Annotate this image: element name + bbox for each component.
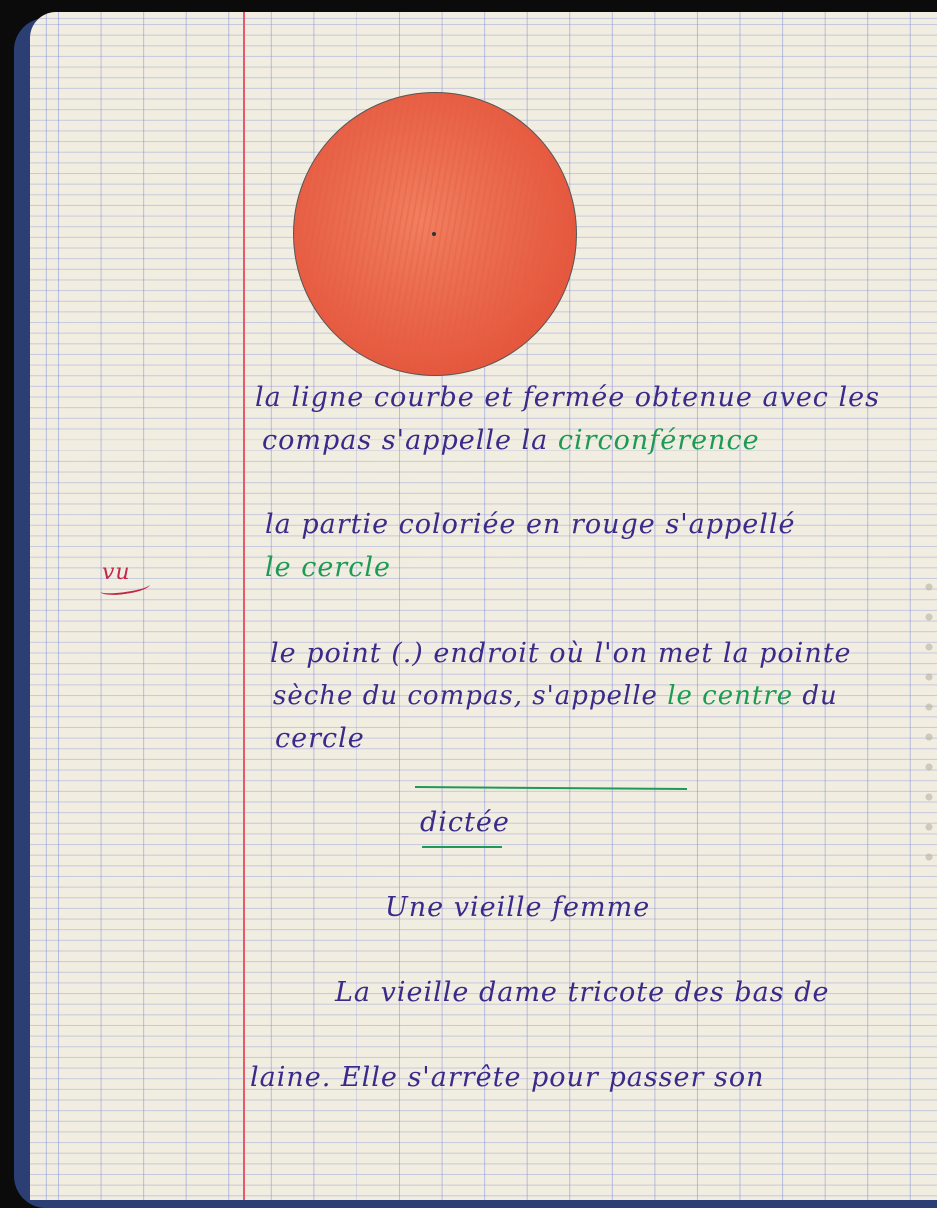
dictation-line-2: laine. Elle s'arrête pour passer son — [250, 1062, 765, 1093]
note-line-3: la partie coloriée en rouge s'appellé — [265, 509, 796, 540]
circle-center-dot — [432, 232, 436, 236]
binding-holes — [923, 572, 935, 872]
note-line-6-text: sèche du compas, s'appelle — [273, 681, 668, 711]
term-circonference: circonférence — [557, 425, 760, 456]
note-line-2-text: compas s'appelle la — [262, 425, 558, 456]
section-divider — [415, 786, 687, 790]
note-line-2 — [262, 425, 760, 456]
dictation-line-1: La vieille dame tricote des bas de — [335, 977, 830, 1008]
note-line-7: cercle — [275, 723, 365, 754]
note-line-6-end: du — [793, 681, 838, 711]
term-le-cercle: le cercle — [265, 552, 391, 583]
heading-underline — [422, 846, 502, 848]
note-line-6 — [273, 681, 838, 711]
note-line-5: le point (.) endroit où l'on met la pointe — [270, 638, 852, 669]
dictation-title: Une vieille femme — [385, 892, 651, 923]
note-line-1: la ligne courbe et fermée obtenue avec les — [255, 382, 880, 413]
margin-line — [243, 12, 245, 1200]
term-le-centre: le centre — [667, 681, 794, 711]
dictation-heading: dictée — [420, 807, 510, 838]
notebook-page — [30, 12, 937, 1200]
teacher-mark: vu — [102, 560, 131, 585]
